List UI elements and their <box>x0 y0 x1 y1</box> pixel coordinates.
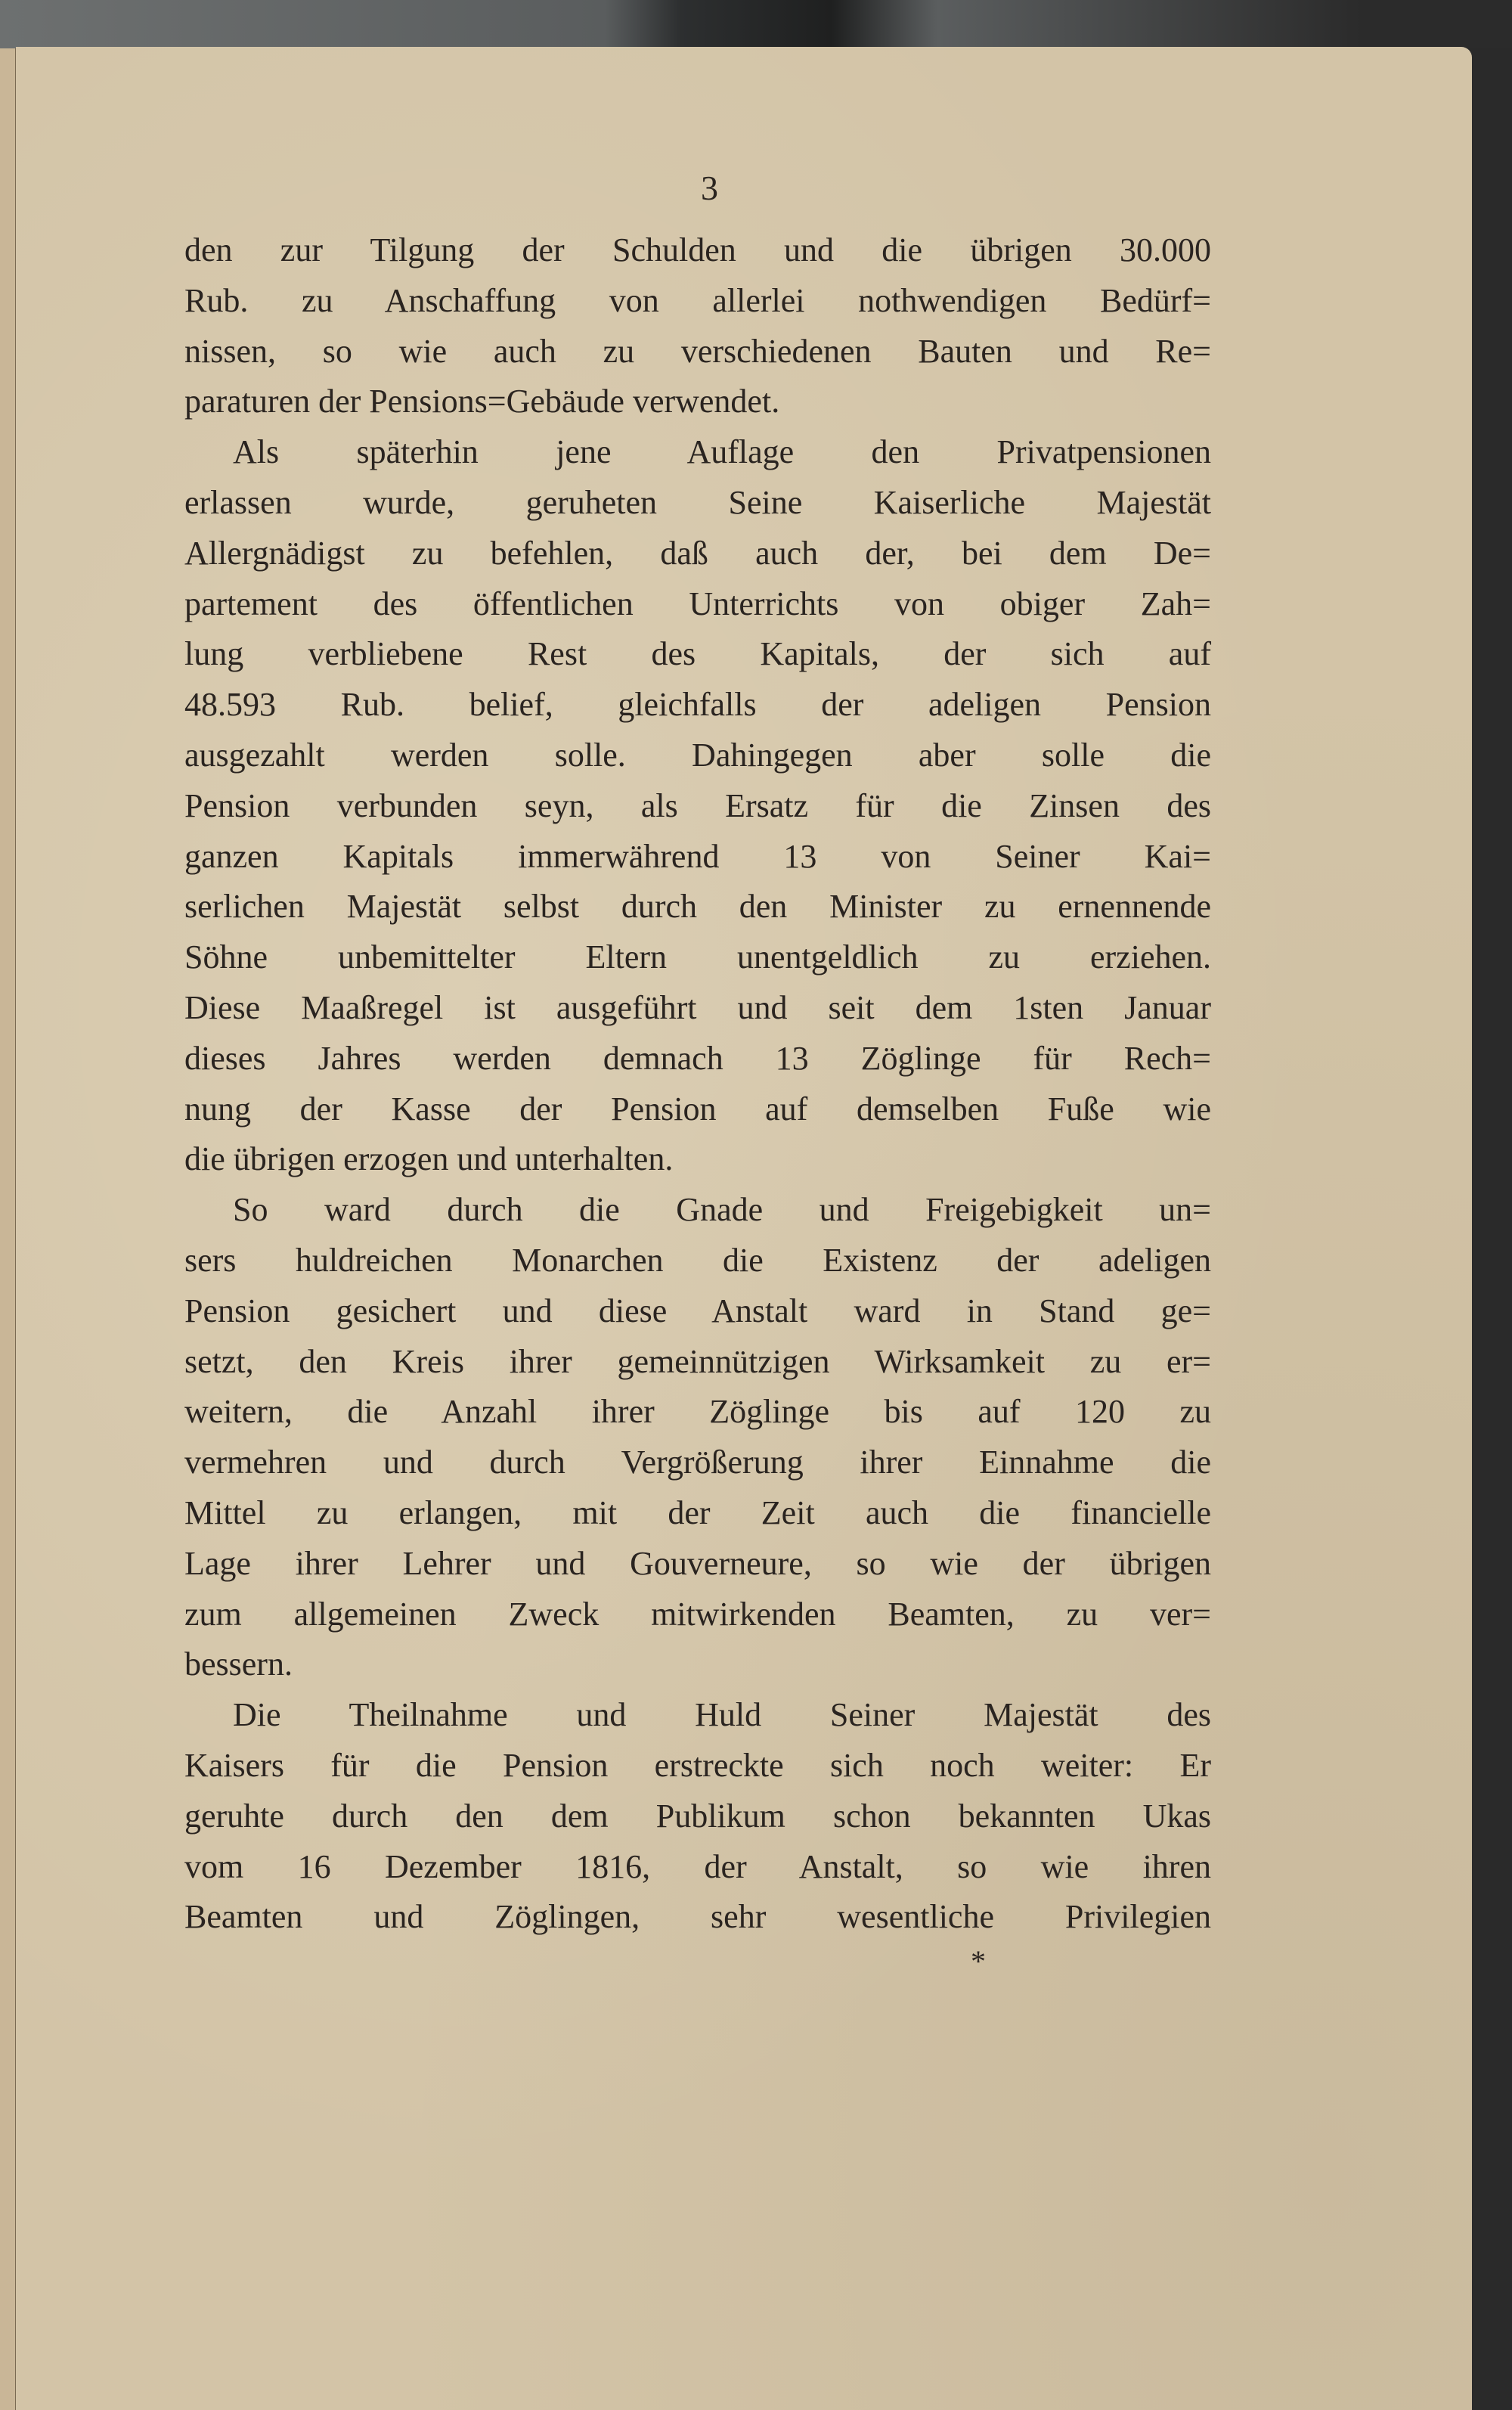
text-line: Söhne unbemittelter Eltern unentgeldlich zu erziehen. <box>184 938 1211 976</box>
text-line: Diese Maaßregel ist ausgeführt und seit dem 1sten Januar <box>184 988 1211 1026</box>
text-line: ausgezahlt werden solle. Dahingegen aber solle die <box>184 736 1211 774</box>
text-line: erlassen wurde, geruheten Seine Kaiserliche Majestät <box>184 483 1211 521</box>
text-line: lung verbliebene Rest des Kapitals, der sich auf <box>184 635 1211 673</box>
text-line: Allergnädigst zu befehlen, daß auch der, bei dem De= <box>184 534 1211 572</box>
text-line: Pension verbunden seyn, als Ersatz für die Zinsen des <box>184 786 1211 824</box>
text-line: den zur Tilgung der Schulden und die übrigen 30.000 <box>184 231 1211 268</box>
text-line: die übrigen erzogen und unterhalten. <box>184 1140 674 1178</box>
text-line: bessern. <box>184 1645 293 1683</box>
text-line: dieses Jahres werden demnach 13 Zöglinge für Rech= <box>184 1039 1211 1077</box>
text-line: setzt, den Kreis ihrer gemeinnützigen Wirksamkeit zu er= <box>184 1342 1211 1380</box>
text-line: Kaisers für die Pension erstreckte sich noch weiter: Er <box>184 1746 1211 1784</box>
signature-mark: * <box>971 1944 986 1978</box>
book-binding <box>0 0 1512 48</box>
text-line: Die Theilnahme und Huld Seiner Majestät des <box>233 1696 1211 1734</box>
text-line: zum allgemeinen Zweck mitwirkenden Beamten, zu ver= <box>184 1595 1211 1633</box>
text-line: ganzen Kapitals immerwährend 13 von Seiner Kai= <box>184 837 1211 875</box>
text-line: serlichen Majestät selbst durch den Minister zu ernennende <box>184 888 1211 926</box>
text-line: nissen, so wie auch zu verschiedenen Bauten und Re= <box>184 332 1211 370</box>
text-line: 48.593 Rub. belief, gleichfalls der adeligen Pension <box>184 686 1211 724</box>
text-line: weitern, die Anzahl ihrer Zöglinge bis auf 120 zu <box>184 1393 1211 1431</box>
text-line: Mittel zu erlangen, mit der Zeit auch die financielle <box>184 1493 1211 1531</box>
text-line: partement des öffentlichen Unterrichts von obiger Zah= <box>184 585 1211 622</box>
body-text <box>184 225 1211 1943</box>
text-line: Rub. zu Anschaffung von allerlei nothwendigen Bedürf= <box>184 281 1211 319</box>
text-line: nung der Kasse der Pension auf demselben Fuße wie <box>184 1090 1211 1127</box>
text-line: Lage ihrer Lehrer und Gouverneure, so wie der übrigen <box>184 1544 1211 1582</box>
text-line: vermehren und durch Vergrößerung ihrer Einnahme die <box>184 1444 1211 1481</box>
text-line: sers huldreichen Monarchen die Existenz der adeligen <box>184 1241 1211 1279</box>
page-number: 3 <box>701 169 718 207</box>
page-edge <box>0 48 17 2410</box>
text-line: So ward durch die Gnade und Freigebigkeit un= <box>233 1191 1211 1229</box>
text-line: paraturen der Pensions=Gebäude verwendet. <box>184 383 780 420</box>
text-line: Als späterhin jene Auflage den Privatpensionen <box>233 433 1211 471</box>
text-line: geruhte durch den dem Publikum schon bekannten Ukas <box>184 1797 1211 1835</box>
text-line: Pension gesichert und diese Anstalt ward in Stand ge= <box>184 1292 1211 1329</box>
text-line: vom 16 Dezember 1816, der Anstalt, so wie ihren <box>184 1847 1211 1885</box>
text-line: Beamten und Zöglingen, sehr wesentliche Privilegien <box>184 1898 1211 1936</box>
